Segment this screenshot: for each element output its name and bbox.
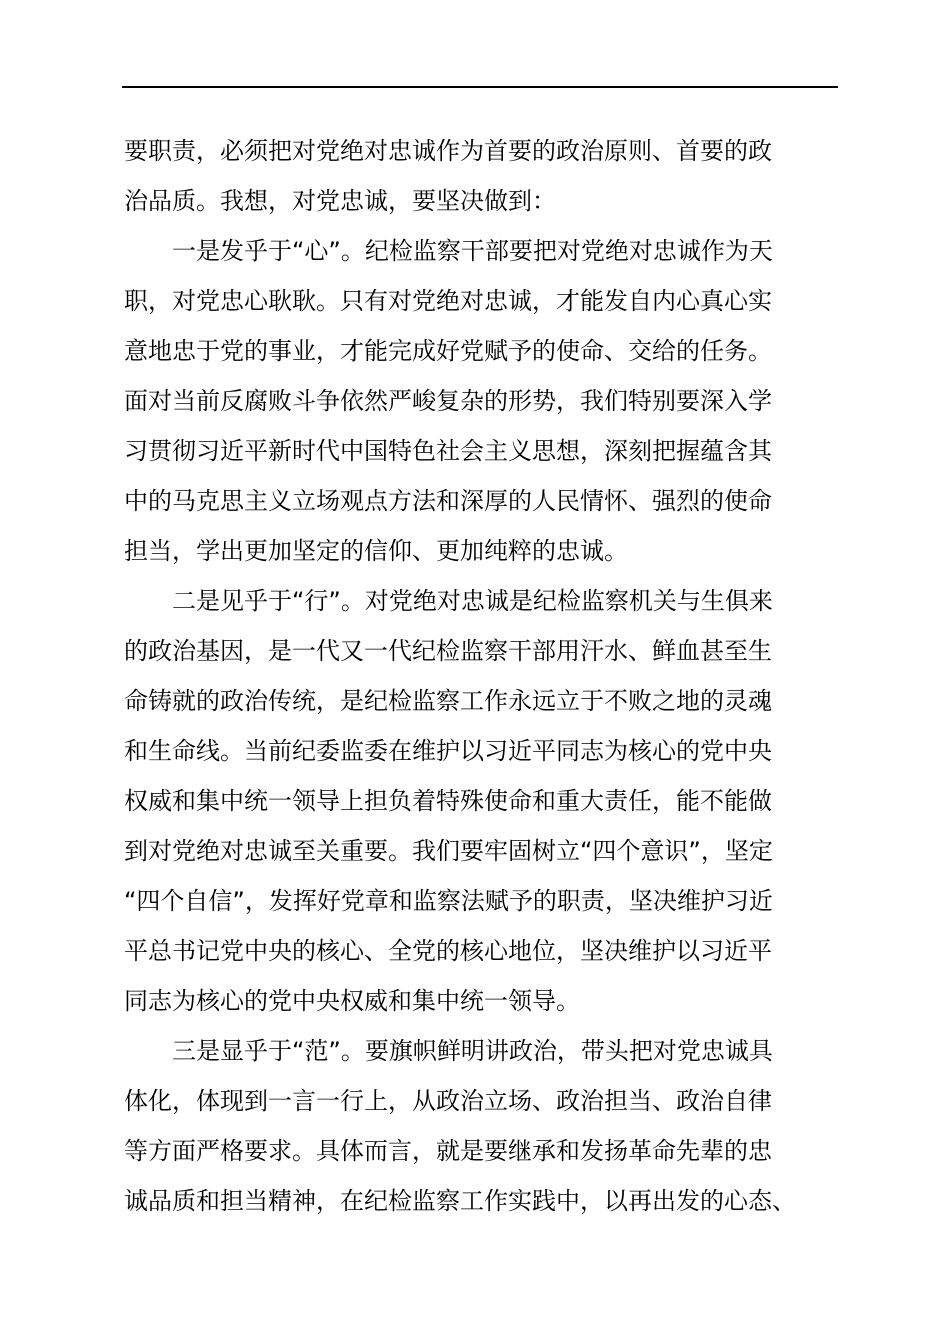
text-line: 命铸就的政治传统，是纪检监察工作永远立于不败之地的灵魂 [124, 687, 772, 715]
text-line: 等方面严格要求。具体而言，就是要继承和发扬革命先辈的忠 [124, 1137, 772, 1165]
text-line: 和生命线。当前纪委监委在维护以习近平同志为核心的党中央 [124, 737, 772, 765]
text-line: 习贯彻习近平新时代中国特色社会主义思想，深刻把握蕴含其 [124, 437, 772, 465]
text-line: 担当，学出更加坚定的信仰、更加纯粹的忠诚。 [124, 537, 628, 565]
text-line: 体化，体现到一言一行上，从政治立场、政治担当、政治自律 [124, 1087, 772, 1115]
paragraph-1-heading-line: 一是发乎于“心”。纪检监察干部要把对党绝对忠诚作为天 [172, 237, 773, 265]
paragraph-2-heading-line: 二是见乎于“行”。对党绝对忠诚是纪检监察机关与生俱来 [172, 587, 773, 615]
body-text [124, 126, 844, 1226]
text-line: 要职责，必须把对党绝对忠诚作为首要的政治原则、首要的政 [124, 137, 772, 165]
header-rule [122, 86, 838, 88]
text-line: 的政治基因，是一代又一代纪检监察干部用汗水、鲜血甚至生 [124, 637, 772, 665]
text-line: 同志为核心的党中央权威和集中统一领导。 [124, 987, 580, 1015]
text-line: 职，对党忠心耿耿。只有对党绝对忠诚，才能发自内心真心实 [124, 287, 772, 315]
text-line: 治品质。我想，对党忠诚，要坚决做到： [124, 187, 556, 215]
text-line: 权威和集中统一领导上担负着特殊使命和重大责任，能不能做 [124, 787, 772, 815]
text-line: 诚品质和担当精神，在纪检监察工作实践中，以再出发的心态、 [124, 1187, 796, 1215]
text-line: 平总书记党中央的核心、全党的核心地位，坚决维护以习近平 [124, 937, 772, 965]
text-line: 中的马克思主义立场观点方法和深厚的人民情怀、强烈的使命 [124, 487, 772, 515]
text-line: 意地忠于党的事业，才能完成好党赋予的使命、交给的任务。 [124, 337, 772, 365]
text-line: 面对当前反腐败斗争依然严峻复杂的形势，我们特别要深入学 [124, 387, 772, 415]
text-line: “四个自信”，发挥好党章和监察法赋予的职责，坚决维护习近 [124, 887, 773, 915]
paragraph-3-heading-line: 三是显乎于“范”。要旗帜鲜明讲政治，带头把对党忠诚具 [172, 1037, 773, 1065]
text-line: 到对党绝对忠诚至关重要。我们要牢固树立“四个意识”，坚定 [124, 837, 773, 865]
